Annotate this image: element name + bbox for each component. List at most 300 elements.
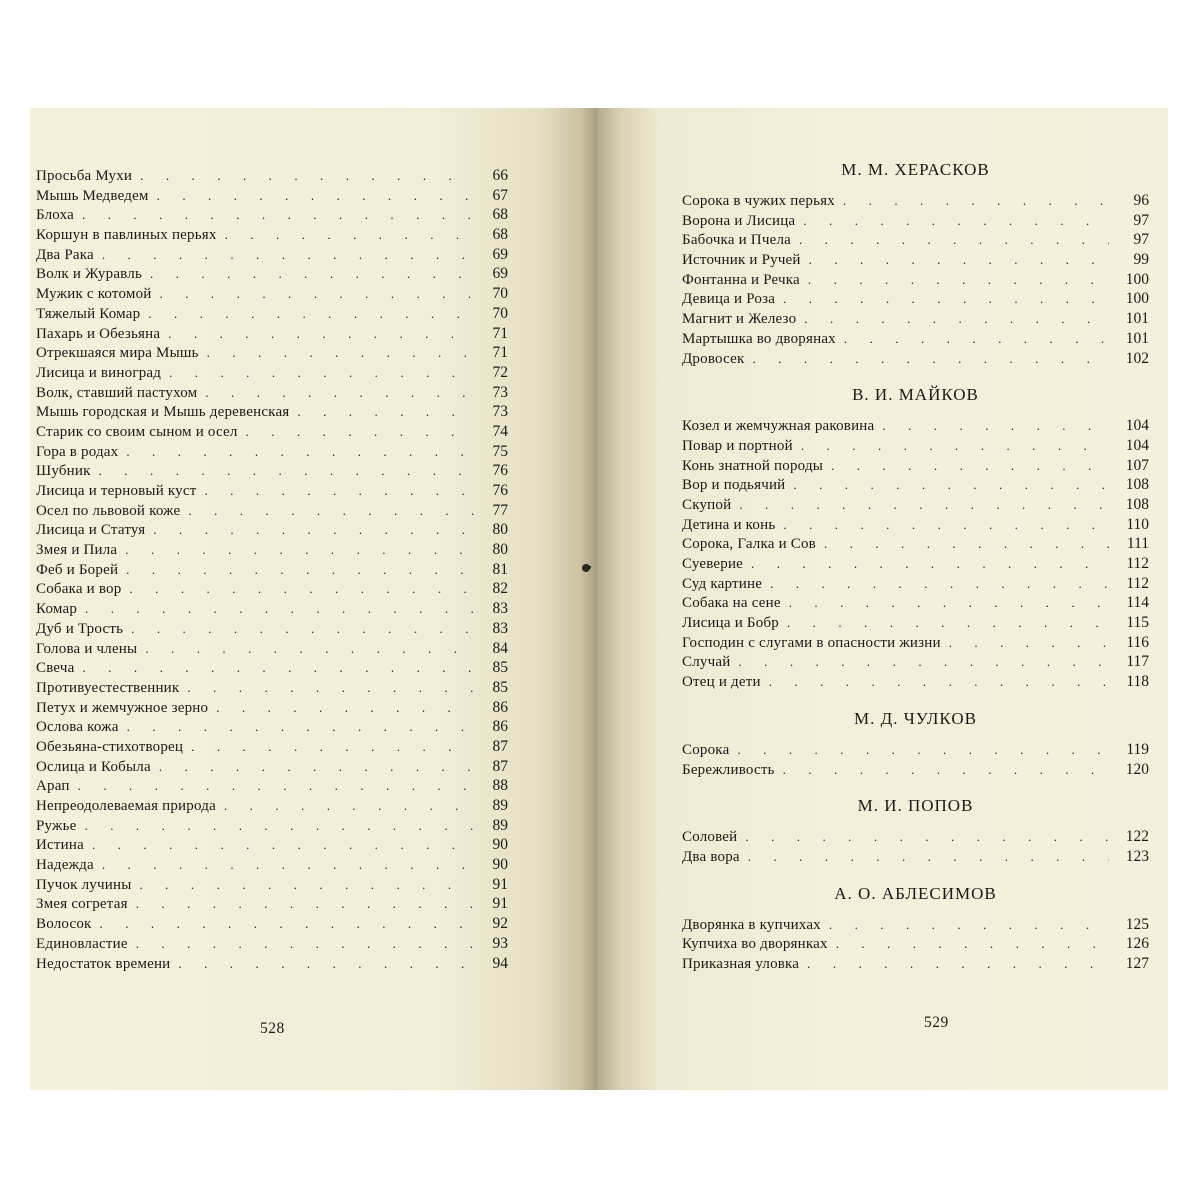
dot-leader xyxy=(804,309,1109,329)
toc-entry xyxy=(682,475,1149,495)
toc-entry-page: 117 xyxy=(1126,653,1149,671)
toc-entry-title: Змея и Пила xyxy=(36,542,118,559)
toc-entry-title: Пахарь и Обезьяна xyxy=(36,325,161,342)
dot-leader xyxy=(150,264,474,284)
toc-entry xyxy=(682,593,1149,613)
toc-entry-page: 99 xyxy=(1133,251,1149,269)
dot-leader xyxy=(125,540,474,560)
dot-leader xyxy=(139,875,474,895)
toc-entry-title: Ослова кожа xyxy=(36,719,119,736)
toc-entry-page: 92 xyxy=(492,915,508,933)
dot-leader xyxy=(131,619,474,639)
toc-entry-title: Непреодолеваемая природа xyxy=(36,798,216,814)
toc-entry xyxy=(682,250,1149,270)
dot-leader xyxy=(85,816,474,836)
toc-entry xyxy=(36,560,508,580)
toc-entry-title: Лисица и терновый куст xyxy=(36,483,197,499)
toc-entry-page: 76 xyxy=(492,482,508,499)
dot-leader xyxy=(126,560,474,580)
toc-entry-page: 97 xyxy=(1133,211,1149,229)
dot-leader xyxy=(140,166,474,186)
toc-entry-title: Девица и Роза xyxy=(682,291,776,308)
toc-entry xyxy=(36,324,508,344)
toc-entry-page: 122 xyxy=(1125,828,1149,846)
toc-entry xyxy=(36,717,508,737)
toc-entry xyxy=(36,934,508,954)
toc-entry-title: Гора в родах xyxy=(36,443,119,460)
toc-entry-title: Бабочка и Пчела xyxy=(682,232,791,249)
dot-leader xyxy=(205,383,474,403)
toc-entry-title: Магнит и Железо xyxy=(682,311,797,328)
dot-leader xyxy=(188,501,474,521)
toc-entry-page: 88 xyxy=(492,777,508,795)
dot-leader xyxy=(769,672,1109,692)
toc-entry-title: Дворянка в купчихах xyxy=(682,916,821,933)
toc-entry-title: Сорока, Галка и Сов xyxy=(682,536,816,553)
toc-entry-page: 89 xyxy=(492,816,508,834)
toc-entry xyxy=(36,914,508,934)
toc-entry xyxy=(36,501,508,521)
page-number-right: 529 xyxy=(924,1014,949,1031)
right-page xyxy=(597,108,1168,1090)
toc-entry-page: 102 xyxy=(1125,349,1149,367)
toc-entry xyxy=(682,270,1149,290)
toc-entry xyxy=(682,827,1149,847)
toc-entry xyxy=(682,436,1149,456)
toc-entry xyxy=(682,230,1149,250)
dot-leader xyxy=(168,324,474,344)
toc-entry-title: Два вора xyxy=(682,848,740,865)
toc-entry-page: 104 xyxy=(1125,417,1149,435)
dot-leader xyxy=(191,737,474,757)
dot-leader xyxy=(82,205,474,225)
dot-leader xyxy=(297,402,474,422)
toc-entry-page: 73 xyxy=(492,383,508,401)
toc-entry-title: Блоха xyxy=(36,207,74,224)
toc-entry-title: Петух и жемчужное зерно xyxy=(36,699,209,716)
toc-entry-title: Сорока xyxy=(682,741,730,758)
dot-leader xyxy=(157,186,474,206)
toc-entry xyxy=(682,349,1149,369)
toc-entry-title: Свеча xyxy=(36,660,75,677)
toc-entry-page: 127 xyxy=(1125,954,1149,972)
dot-leader xyxy=(207,343,474,363)
toc-entry-page: 116 xyxy=(1126,633,1149,651)
toc-entry-page: 69 xyxy=(492,245,508,263)
toc-entry-title: Вор и подьячий xyxy=(682,477,786,494)
toc-entry-page: 120 xyxy=(1125,760,1149,778)
author-heading: М. Д. ЧУЛКОВ xyxy=(854,708,977,728)
toc-entry-title: Приказная уловка xyxy=(682,955,800,972)
toc-entry-page: 70 xyxy=(492,285,508,303)
dot-leader xyxy=(949,633,1109,653)
toc-entry xyxy=(682,515,1149,535)
toc-entry-title: Волосок xyxy=(36,916,92,933)
toc-entry xyxy=(682,633,1149,653)
toc-entry-title: Источник и Ручей xyxy=(682,252,801,269)
toc-entry xyxy=(682,915,1149,935)
dot-leader xyxy=(745,827,1109,847)
toc-entry xyxy=(36,166,508,186)
toc-entry xyxy=(36,402,508,422)
toc-entry-title: Пучок лучины xyxy=(36,876,132,893)
toc-entry-title: Голова и члены xyxy=(36,640,138,657)
toc-entry xyxy=(36,422,508,442)
dot-leader xyxy=(225,225,474,245)
dot-leader xyxy=(204,481,474,501)
toc-entry-page: 90 xyxy=(492,856,508,874)
toc-entry xyxy=(36,383,508,403)
author-section xyxy=(682,158,1149,368)
toc-entry xyxy=(36,579,508,599)
toc-entry xyxy=(682,534,1149,554)
toc-entry-title: Фонтанна и Речка xyxy=(682,271,800,288)
toc-entry-page: 115 xyxy=(1126,614,1149,632)
dot-leader xyxy=(83,658,475,678)
toc-entry xyxy=(36,875,508,895)
toc-entry-page: 71 xyxy=(492,324,508,342)
dot-leader xyxy=(178,954,474,974)
toc-entry xyxy=(36,304,508,324)
toc-entry-page: 126 xyxy=(1125,935,1149,953)
toc-entry xyxy=(682,554,1149,574)
toc-entry-page: 80 xyxy=(492,541,508,559)
toc-entry xyxy=(36,481,508,501)
toc-entry-page: 82 xyxy=(492,580,508,598)
toc-entry-page: 94 xyxy=(492,954,508,972)
toc-entry-title: Шубник xyxy=(36,463,91,480)
toc-entry xyxy=(36,954,508,974)
toc-entry-title: Истина xyxy=(36,837,84,854)
toc-entry-title: Ворона и Лисица xyxy=(682,212,796,229)
toc-entry-title: Повар и портной xyxy=(682,437,793,454)
dot-leader xyxy=(160,284,474,304)
toc-entry-page: 73 xyxy=(492,403,508,421)
dot-leader xyxy=(100,914,474,934)
toc-entry-page: 77 xyxy=(492,501,508,519)
toc-entry xyxy=(682,309,1149,329)
dot-leader xyxy=(787,613,1109,633)
dot-leader xyxy=(783,760,1109,780)
dot-leader xyxy=(169,363,474,383)
right-toc-list xyxy=(682,158,1149,989)
toc-entry-title: Мужик с котомой xyxy=(36,286,152,303)
toc-entry-title: Суеверие xyxy=(682,556,744,572)
toc-entry-page: 96 xyxy=(1133,192,1149,209)
toc-entry xyxy=(36,757,508,777)
toc-entry-page: 86 xyxy=(492,718,508,736)
toc-entry xyxy=(36,186,508,206)
toc-entry-page: 114 xyxy=(1126,594,1149,612)
toc-entry-title: Обезьяна-стихотворец xyxy=(36,738,184,755)
author-section xyxy=(682,882,1149,974)
toc-entry-page: 74 xyxy=(492,422,508,440)
dot-leader xyxy=(85,599,474,619)
toc-entry-title: Бережливость xyxy=(682,761,775,778)
toc-entry-page: 83 xyxy=(492,600,508,618)
dot-leader xyxy=(801,436,1109,456)
toc-entry-page: 87 xyxy=(492,737,508,755)
toc-entry xyxy=(682,289,1149,309)
toc-entry-page: 112 xyxy=(1126,574,1149,592)
toc-entry-page: 68 xyxy=(492,206,508,224)
left-page xyxy=(30,108,597,1090)
toc-entry-title: Случай xyxy=(682,654,731,671)
dot-leader xyxy=(803,211,1109,231)
toc-entry xyxy=(36,658,508,678)
toc-entry-page: 91 xyxy=(492,895,508,913)
toc-entry xyxy=(682,740,1149,760)
dot-leader xyxy=(770,574,1109,594)
toc-entry-page: 86 xyxy=(492,698,508,716)
toc-entry xyxy=(36,776,508,796)
toc-entry-title: Ослица и Кобыла xyxy=(36,758,151,775)
page-number-left: 528 xyxy=(260,1020,285,1037)
toc-entry-title: Змея согретая xyxy=(36,896,128,913)
toc-entry xyxy=(36,599,508,619)
toc-entry-title: Соловей xyxy=(682,829,738,846)
toc-entry xyxy=(682,574,1149,594)
toc-entry-page: 69 xyxy=(492,265,508,283)
dot-leader xyxy=(843,191,1109,211)
dot-leader xyxy=(102,245,474,265)
toc-entry-page: 100 xyxy=(1125,290,1149,308)
toc-entry-title: Собака и вор xyxy=(36,581,122,598)
toc-entry-page: 112 xyxy=(1126,555,1149,572)
dot-leader xyxy=(102,855,474,875)
toc-entry xyxy=(36,737,508,757)
toc-entry-title: Недостаток времени xyxy=(36,955,171,972)
toc-entry-title: Отец и дети xyxy=(682,674,761,691)
dot-leader xyxy=(836,934,1109,954)
toc-entry-title: Надежда xyxy=(36,857,94,874)
toc-entry xyxy=(36,816,508,836)
author-section xyxy=(682,707,1149,779)
toc-entry xyxy=(36,540,508,560)
dot-leader xyxy=(126,442,474,462)
toc-entry-page: 118 xyxy=(1126,673,1149,691)
toc-entry xyxy=(36,343,508,363)
toc-entry xyxy=(682,847,1149,867)
toc-entry-title: Арап xyxy=(36,778,70,795)
toc-entry-title: Просьба Мухи xyxy=(36,168,133,184)
toc-entry xyxy=(36,619,508,639)
toc-entry xyxy=(36,855,508,875)
toc-entry-title: Мышь городская и Мышь деревенская xyxy=(36,404,290,421)
toc-entry-page: 101 xyxy=(1125,310,1149,328)
toc-entry xyxy=(36,639,508,659)
dot-leader xyxy=(136,894,474,914)
toc-entry-page: 91 xyxy=(492,875,508,893)
toc-entry xyxy=(36,796,508,816)
toc-entry-title: Лисица и виноград xyxy=(36,364,162,381)
toc-entry-title: Лисица и Статуя xyxy=(36,522,146,539)
dot-leader xyxy=(224,796,474,816)
toc-entry-page: 123 xyxy=(1125,847,1149,865)
toc-entry-title: Господин с слугами в опасности жизни xyxy=(682,634,941,651)
toc-entry xyxy=(682,652,1149,672)
toc-entry-page: 80 xyxy=(492,521,508,539)
author-heading: М. И. ПОПОВ xyxy=(857,796,974,816)
dot-leader xyxy=(807,954,1109,974)
dot-leader xyxy=(216,698,474,718)
toc-entry-page: 107 xyxy=(1125,456,1149,474)
toc-entry-page: 110 xyxy=(1126,515,1149,533)
dot-leader xyxy=(752,349,1109,369)
toc-entry-page: 71 xyxy=(492,344,508,362)
toc-entry-page: 108 xyxy=(1125,495,1149,513)
toc-entry-title: Суд картине xyxy=(682,575,763,592)
toc-entry-page: 97 xyxy=(1133,231,1149,249)
toc-entry xyxy=(36,461,508,481)
toc-entry-title: Волк, ставший пастухом xyxy=(36,384,198,401)
dot-leader xyxy=(739,495,1109,515)
toc-entry-page: 85 xyxy=(492,678,508,696)
toc-entry-title: Феб и Борей xyxy=(36,561,119,578)
toc-entry xyxy=(36,284,508,304)
toc-entry-page: 83 xyxy=(492,619,508,637)
toc-entry-title: Два Рака xyxy=(36,246,94,263)
toc-entry xyxy=(36,205,508,225)
toc-entry-page: 75 xyxy=(492,442,508,460)
dot-leader xyxy=(751,554,1109,574)
toc-entry xyxy=(36,678,508,698)
toc-entry-title: Коршун в павлиных перьях xyxy=(36,227,217,244)
dot-leader xyxy=(92,835,474,855)
dot-leader xyxy=(153,520,474,540)
toc-entry-title: Старик со своим сыном и осел xyxy=(36,423,238,440)
dot-leader xyxy=(789,593,1109,613)
toc-entry-page: 108 xyxy=(1125,476,1149,494)
dot-leader xyxy=(187,678,474,698)
toc-entry-page: 119 xyxy=(1126,740,1149,758)
toc-entry-page: 66 xyxy=(492,167,508,184)
dot-leader xyxy=(809,250,1109,270)
toc-entry-page: 111 xyxy=(1126,535,1149,553)
toc-entry-page: 84 xyxy=(492,639,508,657)
toc-entry-title: Ружье xyxy=(36,817,77,834)
toc-entry-page: 81 xyxy=(492,560,508,578)
toc-entry-title: Лисица и Бобр xyxy=(682,615,779,632)
toc-entry-title: Козел и жемчужная раковина xyxy=(682,418,875,435)
toc-entry xyxy=(36,894,508,914)
toc-entry xyxy=(36,225,508,245)
toc-entry-title: Дровосек xyxy=(682,350,745,367)
left-toc-list xyxy=(36,166,508,973)
dot-leader xyxy=(783,515,1109,535)
author-heading: А. О. АБЛЕСИМОВ xyxy=(834,883,997,903)
toc-entry xyxy=(36,363,508,383)
toc-entry-page: 100 xyxy=(1125,270,1149,288)
dot-leader xyxy=(737,740,1109,760)
dot-leader xyxy=(799,230,1109,250)
toc-entry xyxy=(36,264,508,284)
toc-entry-title: Детина и конь xyxy=(682,516,776,533)
toc-entry xyxy=(682,191,1149,211)
toc-entry-title: Осел по львовой коже xyxy=(36,502,181,519)
dot-leader xyxy=(159,757,474,777)
toc-entry xyxy=(682,934,1149,954)
toc-entry-page: 68 xyxy=(492,226,508,244)
dot-leader xyxy=(783,289,1109,309)
toc-entry-title: Купчиха во дворянках xyxy=(682,936,828,953)
toc-entry xyxy=(682,495,1149,515)
toc-entry-title: Конь знатной породы xyxy=(682,457,824,474)
dot-leader xyxy=(148,304,474,324)
dot-leader xyxy=(738,652,1109,672)
toc-entry-title: Противуестественник xyxy=(36,679,180,696)
dot-leader xyxy=(793,475,1109,495)
toc-entry-page: 72 xyxy=(492,363,508,381)
toc-entry xyxy=(682,211,1149,231)
toc-entry-page: 101 xyxy=(1125,329,1149,347)
toc-entry xyxy=(682,456,1149,476)
dot-leader xyxy=(127,717,474,737)
toc-entry-page: 87 xyxy=(492,757,508,775)
toc-entry-title: Мартышка во дворянах xyxy=(682,330,836,347)
toc-entry xyxy=(682,672,1149,692)
toc-entry xyxy=(682,954,1149,974)
dot-leader xyxy=(246,422,474,442)
toc-entry xyxy=(682,760,1149,780)
toc-entry-title: Единовластие xyxy=(36,935,128,952)
toc-entry-page: 67 xyxy=(492,186,508,204)
book-spread xyxy=(30,108,1168,1090)
dot-leader xyxy=(748,847,1109,867)
toc-entry-title: Скупой xyxy=(682,496,732,513)
dot-leader xyxy=(99,461,474,481)
toc-entry xyxy=(36,835,508,855)
toc-entry-title: Сорока в чужих перьях xyxy=(682,193,835,209)
dot-leader xyxy=(136,934,474,954)
toc-entry-page: 70 xyxy=(492,304,508,322)
toc-entry xyxy=(682,416,1149,436)
toc-entry xyxy=(36,442,508,462)
toc-entry-title: Отрекшаяся мира Мышь xyxy=(36,345,199,362)
toc-entry-title: Собака на сене xyxy=(682,595,781,612)
dot-leader xyxy=(78,776,474,796)
dot-leader xyxy=(824,534,1109,554)
toc-entry-page: 85 xyxy=(492,659,508,677)
toc-entry xyxy=(36,520,508,540)
toc-entry-page: 90 xyxy=(492,836,508,854)
author-heading: В. И. МАЙКОВ xyxy=(852,385,979,405)
toc-entry-title: Тяжелый Комар xyxy=(36,305,141,322)
dot-leader xyxy=(882,416,1109,436)
toc-entry xyxy=(36,698,508,718)
author-section xyxy=(682,794,1149,866)
dot-leader xyxy=(808,270,1109,290)
toc-entry-title: Мышь Медведем xyxy=(36,187,149,204)
toc-entry-page: 76 xyxy=(492,462,508,480)
toc-entry-title: Дуб и Трость xyxy=(36,620,124,637)
toc-entry xyxy=(36,245,508,265)
toc-entry-title: Волк и Журавль xyxy=(36,266,142,283)
toc-entry-page: 89 xyxy=(492,797,508,814)
dot-leader xyxy=(145,639,474,659)
dot-leader xyxy=(129,579,474,599)
toc-entry xyxy=(682,329,1149,349)
dot-leader xyxy=(844,329,1109,349)
dot-leader xyxy=(831,456,1109,476)
dot-leader xyxy=(829,915,1109,935)
toc-entry xyxy=(682,613,1149,633)
toc-entry-title: Комар xyxy=(36,601,78,618)
author-heading: М. М. ХЕРАСКОВ xyxy=(841,160,990,179)
toc-entry-page: 125 xyxy=(1125,915,1149,933)
toc-entry-page: 104 xyxy=(1125,436,1149,454)
author-section xyxy=(682,383,1149,692)
